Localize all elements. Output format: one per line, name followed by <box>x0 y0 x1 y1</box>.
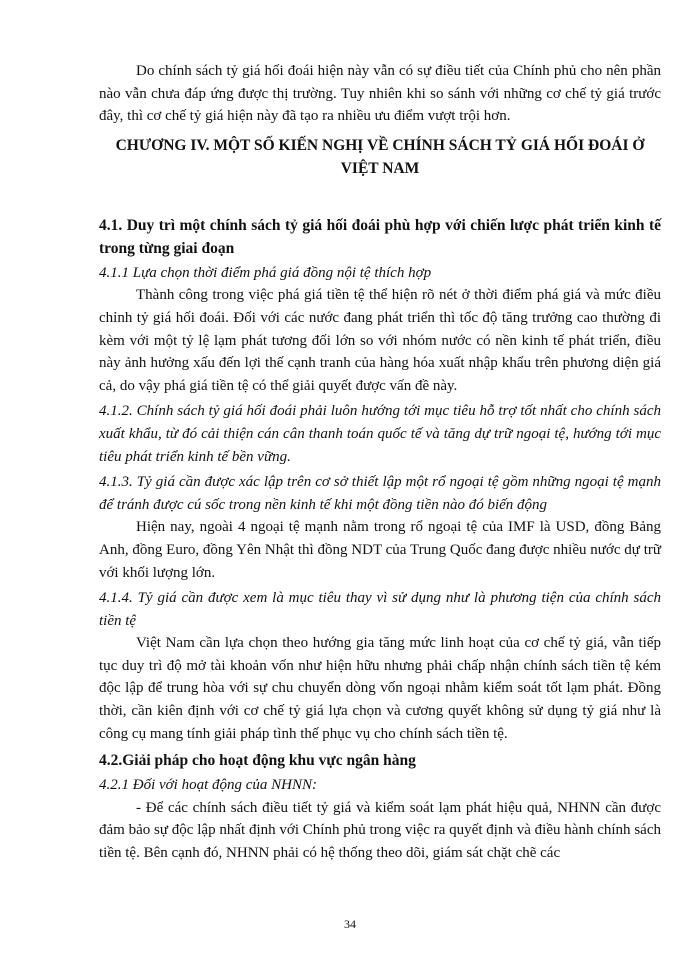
heading-4-1-2: 4.1.2. Chính sách tỷ giá hối đoái phải luôn hướng tới mục tiêu hỗ trợ tốt nhất cho chính sách xuất khẩu, từ đó cải thiện cán cân thanh toán quốc tế và tăng dự trữ ngoại tệ, hướng tới mục tiêu phát triển kinh tế bền vững. <box>99 403 661 465</box>
heading-4-2-1: 4.2.1 Đối với hoạt động của NHNN: <box>99 777 317 794</box>
paragraph-4-1-4: Việt Nam cần lựa chọn theo hướng gia tăng mức linh hoạt của cơ chế tỷ giá, vẫn tiếp tục duy trì độ mở tài khoản vốn như hiện hữu nhưng phải chấp nhận chính sách tiền tệ kém độc lập để trung hòa với sự chu chuyển dòng vốn ngoại nhằm kiểm soát tốt lạm phát. Đồng thời, cần kiên định với cơ chế tỷ giá lựa chọn và cương quyết không sử dụng tỷ giá như là công cụ mang tính giải pháp tình thế phục vụ cho chính sách tiền tệ. <box>99 635 661 742</box>
paragraph-4-1-1: Thành công trong việc phá giá tiền tệ thể hiện rõ nét ở thời điểm phá giá và mức điều chỉnh tỷ giá hối đoái. Đối với các nước đang phát triển thì tốc độ tăng trưởng cao thường đi kèm với một tỷ lệ lạm phát tương đối lớn so với nhóm nước có nền kinh tế phát triển, điều này ảnh hưởng xấu đến lợi thế cạnh tranh của hàng hóa xuất nhập khẩu trên phương diện giá cả, do vậy phá giá tiền tệ có thể giải quyết được vấn đề này. <box>99 287 661 394</box>
page-number: 34 <box>344 917 356 931</box>
paragraph-4-2-1: - Để các chính sách điều tiết tỷ giá và kiểm soát lạm phát hiệu quả, NHNN cần được đảm bảo sự độc lập nhất định với Chính phủ trong việc ra quyết định và điều hành chính sách tiền tệ. Bên cạnh đó, NHNN phải có hệ thống theo dõi, giám sát chặt chẽ các <box>99 799 661 862</box>
chapter-title: CHƯƠNG IV. MỘT SỐ KIẾN NGHỊ VỀ CHÍNH SÁCH TỶ GIÁ HỐI ĐOÁI Ở VIỆT NAM <box>115 136 645 177</box>
heading-4-1-1: 4.1.1 Lựa chọn thời điểm phá giá đồng nội tệ thích hợp <box>99 264 432 281</box>
heading-4-1: 4.1. Duy trì một chính sách tỷ giá hối đoái phù hợp với chiến lược phát triển kinh tế trong từng giai đoạn <box>99 216 661 257</box>
paragraph-intro: Do chính sách tỷ giá hối đoái hiện này vẫn có sự điều tiết của Chính phủ cho nên phần nào vẫn chưa đáp ứng được thị trường. Tuy nhiên khi so sánh với những cơ chế tỷ giá trước đây, thì cơ chế tỷ giá hiện này đã tạo ra nhiều ưu điểm vượt trội hơn. <box>99 63 661 125</box>
paragraph-4-1-3: Hiện nay, ngoài 4 ngoại tệ mạnh nằm trong rổ ngoại tệ của IMF là USD, đồng Bảng Anh, đồng Euro, đồng Yên Nhật thì đồng NDT của Trung Quốc đang được nhiều nước dự trữ với khối lượng lớn. <box>99 519 661 581</box>
document-page <box>99 60 661 865</box>
heading-4-2: 4.2.Giải pháp cho hoạt động khu vực ngân hàng <box>99 752 416 770</box>
heading-4-1-3: 4.1.3. Tỷ giá cần được xác lập trên cơ sở thiết lập một rổ ngoại tệ gồm những ngoại tệ mạnh để tránh được cú sốc trong nền kinh tế khi một đồng tiền nào đó biến động <box>99 474 661 513</box>
heading-4-1-4: 4.1.4. Tỷ giá cần được xem là mục tiêu thay vì sử dụng như là phương tiện của chính sách tiền tệ <box>99 590 661 629</box>
